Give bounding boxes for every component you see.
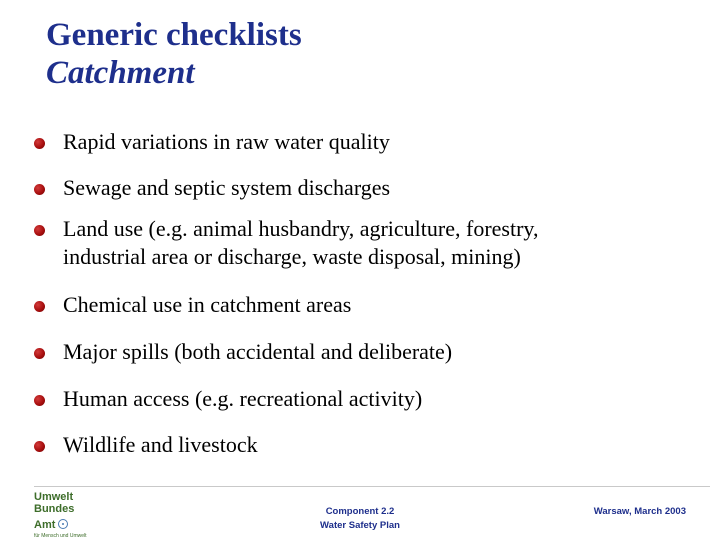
bullet-dot-icon: [34, 395, 45, 406]
bullet-dot-icon: [34, 441, 45, 452]
bullet-text: Land use (e.g. animal husbandry, agriculture, forestry, industrial area or discharge, waste disposal, mining): [63, 216, 539, 269]
bullet-text: Major spills (both accidental and deliberate): [63, 339, 453, 364]
logo-line-2: Bundes: [34, 503, 75, 515]
logo-tagline: für Mensch und Umwelt: [34, 533, 87, 539]
footer-divider: [34, 486, 710, 487]
bullet-text: Sewage and septic system discharges: [63, 175, 391, 200]
logo-line-3: Amt: [34, 519, 56, 531]
bullet-dot-icon: [34, 301, 45, 312]
footer-component-line-2: Water Safety Plan: [320, 520, 400, 531]
bullet-text: Wildlife and livestock: [63, 432, 258, 457]
bullet-dot-icon: [34, 184, 45, 195]
logo-line-1: Umwelt: [34, 491, 74, 503]
bullet-dot-icon: [34, 225, 45, 236]
footer-date: Warsaw, March 2003: [593, 506, 686, 517]
title-line-2: Catchment: [46, 55, 195, 91]
bullet-text: Human access (e.g. recreational activity): [63, 386, 423, 411]
bullet-text: Rapid variations in raw water quality: [63, 129, 390, 154]
footer-component-line-1: Component 2.2: [325, 506, 395, 517]
umweltbundesamt-logo: [34, 491, 94, 537]
un-emblem-icon: [58, 519, 68, 529]
bullet-dot-icon: [34, 138, 45, 149]
bullet-dot-icon: [34, 348, 45, 359]
bullet-text: Chemical use in catchment areas: [63, 292, 352, 317]
title-line-1: Generic checklists: [46, 17, 302, 53]
footer-component: [290, 505, 430, 533]
